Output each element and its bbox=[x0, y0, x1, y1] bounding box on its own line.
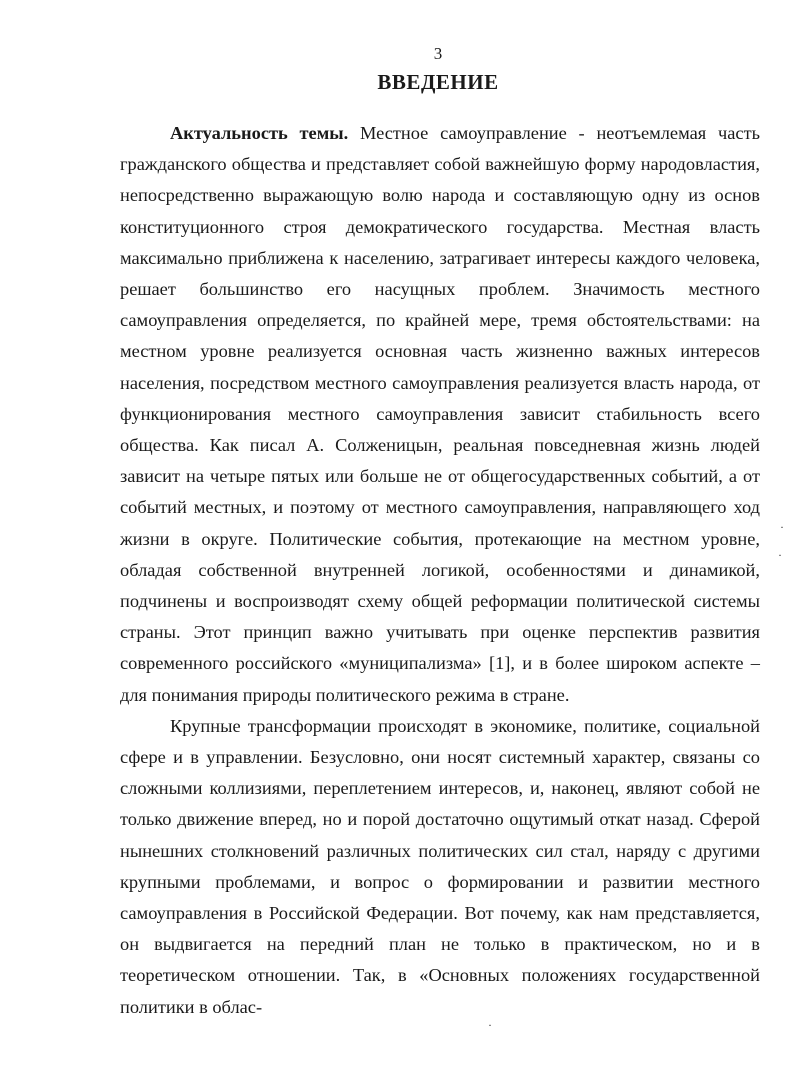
paragraph-2 bbox=[120, 711, 760, 1023]
scan-speck: · bbox=[778, 548, 782, 562]
paragraph-2-text: Крупные трансформации происходят в экономике, политике, социальной сфере и в управлении. Безусловно, они носят системный характер, связаны со сложными коллизиями, переплетением интересов, и, наконец, являют собой не только движение вперед, но и порой достаточно ощутимый откат назад. Сферой нынешних столкновений различных политических сил стал, наряду с другими крупными проблемами, и вопрос о формировании и развитии местного самоуправления в Российской Федерации. Вот почему, как нам представляется, он выдвигается на передний план не только в практическом, но и в теоретическом отношении. Так, в «Основных положениях государственной политики в облас- bbox=[120, 715, 760, 1017]
paragraph-1-text: Местное самоуправление - неотъемлемая часть гражданского общества и представляет собой важнейшую форму народовластия, непосредственно выражающую волю народа и составляющую одну из основ конституционного строя демократического государства. Местная власть максимально приближена к населению, затрагивает интересы каждого человека, решает большинство его насущных проблем. Значимость местного самоуправления определяется, по крайней мере, тремя обстоятельствами: на местном уровне реализуется основная часть жизненно важных интересов населения, посредством местного самоуправления реализуется власть народа, от функционирования местного самоуправления зависит стабильность всего общества. Как писал А. Солженицын, реальная повседневная жизнь людей зависит на четыре пятых или больше не от общегосударственных событий, а от событий местных, и поэтому от местного самоуправления, направляющего ход жизни в округе. Политические события, протекающие на местном уровне, обладая собственной внутренней логикой, особенностями и динамикой, подчинены и воспроизводят схему общей реформации политической системы страны. Этот принцип важно учитывать при оценке перспектив развития современного российского «муниципализма» [1], и в более широком аспекте – для понимания природы политического режима в стране. bbox=[120, 123, 760, 705]
scan-speck: · bbox=[488, 1018, 492, 1032]
paragraph-1 bbox=[120, 118, 760, 711]
body-text bbox=[120, 118, 760, 1023]
paragraph-1-lead: Актуальность темы. bbox=[170, 123, 349, 143]
scan-speck: · bbox=[780, 520, 784, 534]
page-title: ВВЕДЕНИЕ bbox=[377, 70, 499, 94]
page-number: 3 bbox=[433, 44, 443, 63]
